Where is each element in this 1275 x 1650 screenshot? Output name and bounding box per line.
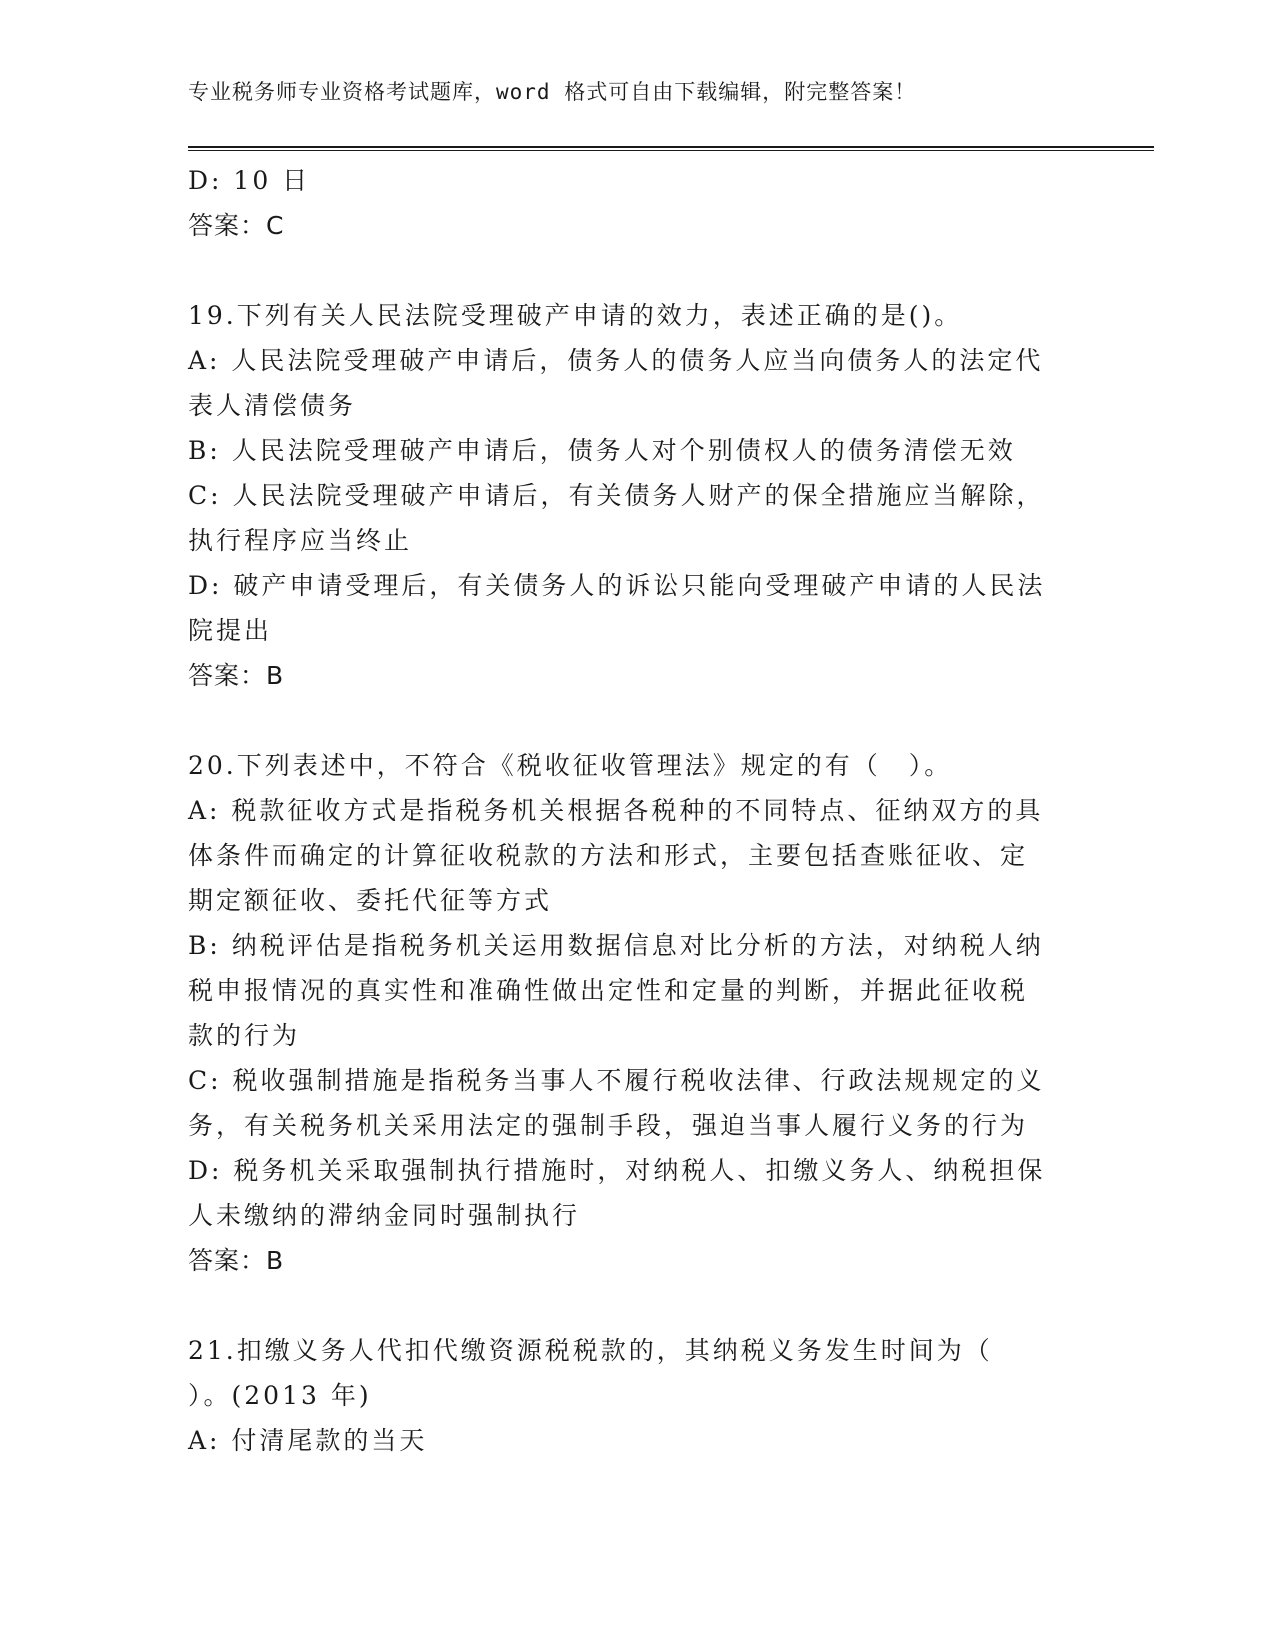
option-line: A: 付清尾款的当天 bbox=[188, 1426, 428, 1455]
option-line: D: 税务机关采取强制执行措施时，对纳税人、扣缴义务人、纳税担保 bbox=[188, 1156, 1046, 1185]
option-line: C: 人民法院受理破产申请后，有关债务人财产的保全措施应当解除， bbox=[188, 481, 1045, 510]
option-line: 执行程序应当终止 bbox=[188, 526, 413, 555]
question-stem: 20.下列表述中，不符合《税收征收管理法》规定的有（ ）。 bbox=[188, 751, 953, 780]
option-line: 款的行为 bbox=[188, 1021, 301, 1050]
option-line: A: 人民法院受理破产申请后，债务人的债务人应当向债务人的法定代 bbox=[188, 346, 1044, 375]
question-21 bbox=[188, 1328, 1088, 1463]
page-header: 专业税务师专业资格考试题库，word 格式可自由下载编辑，附完整答案！ bbox=[188, 80, 917, 104]
header-divider bbox=[188, 146, 1154, 151]
answer-line: 答案：B bbox=[188, 661, 285, 690]
option-line: 表人清偿债务 bbox=[188, 391, 357, 420]
answer-line: 答案：C bbox=[188, 211, 285, 240]
option-line: 人未缴纳的滞纳金同时强制执行 bbox=[188, 1201, 581, 1230]
option-line: B: 人民法院受理破产申请后，债务人对个别债权人的债务清偿无效 bbox=[188, 436, 1016, 465]
option-line: D: 破产申请受理后，有关债务人的诉讼只能向受理破产申请的人民法 bbox=[188, 571, 1046, 600]
option-line: 院提出 bbox=[188, 616, 273, 645]
answer-line: 答案：B bbox=[188, 1246, 285, 1275]
option-line: 税申报情况的真实性和准确性做出定性和定量的判断，并据此征收税 bbox=[188, 976, 1029, 1005]
option-line: C: 税收强制措施是指税务当事人不履行税收法律、行政法规规定的义 bbox=[188, 1066, 1045, 1095]
option-line: 体条件而确定的计算征收税款的方法和形式，主要包括查账征收、定 bbox=[188, 841, 1029, 870]
option-line: 务，有关税务机关采用法定的强制手段，强迫当事人履行义务的行为 bbox=[188, 1111, 1029, 1140]
question-stem: ）。(2013 年) bbox=[188, 1381, 372, 1410]
question-20 bbox=[188, 743, 1088, 1283]
document-body bbox=[188, 158, 1088, 1463]
option-line: B: 纳税评估是指税务机关运用数据信息对比分析的方法，对纳税人纳 bbox=[188, 931, 1044, 960]
question-stem: 21.扣缴义务人代扣代缴资源税税款的，其纳税义务发生时间为（ bbox=[188, 1336, 993, 1365]
option-line: 期定额征收、委托代征等方式 bbox=[188, 886, 553, 915]
option-line: D: 10 日 bbox=[188, 166, 311, 195]
question-stem: 19.下列有关人民法院受理破产申请的效力，表述正确的是()。 bbox=[188, 301, 963, 330]
question-19 bbox=[188, 293, 1088, 698]
option-line: A: 税款征收方式是指税务机关根据各税种的不同特点、征纳双方的具 bbox=[188, 796, 1044, 825]
